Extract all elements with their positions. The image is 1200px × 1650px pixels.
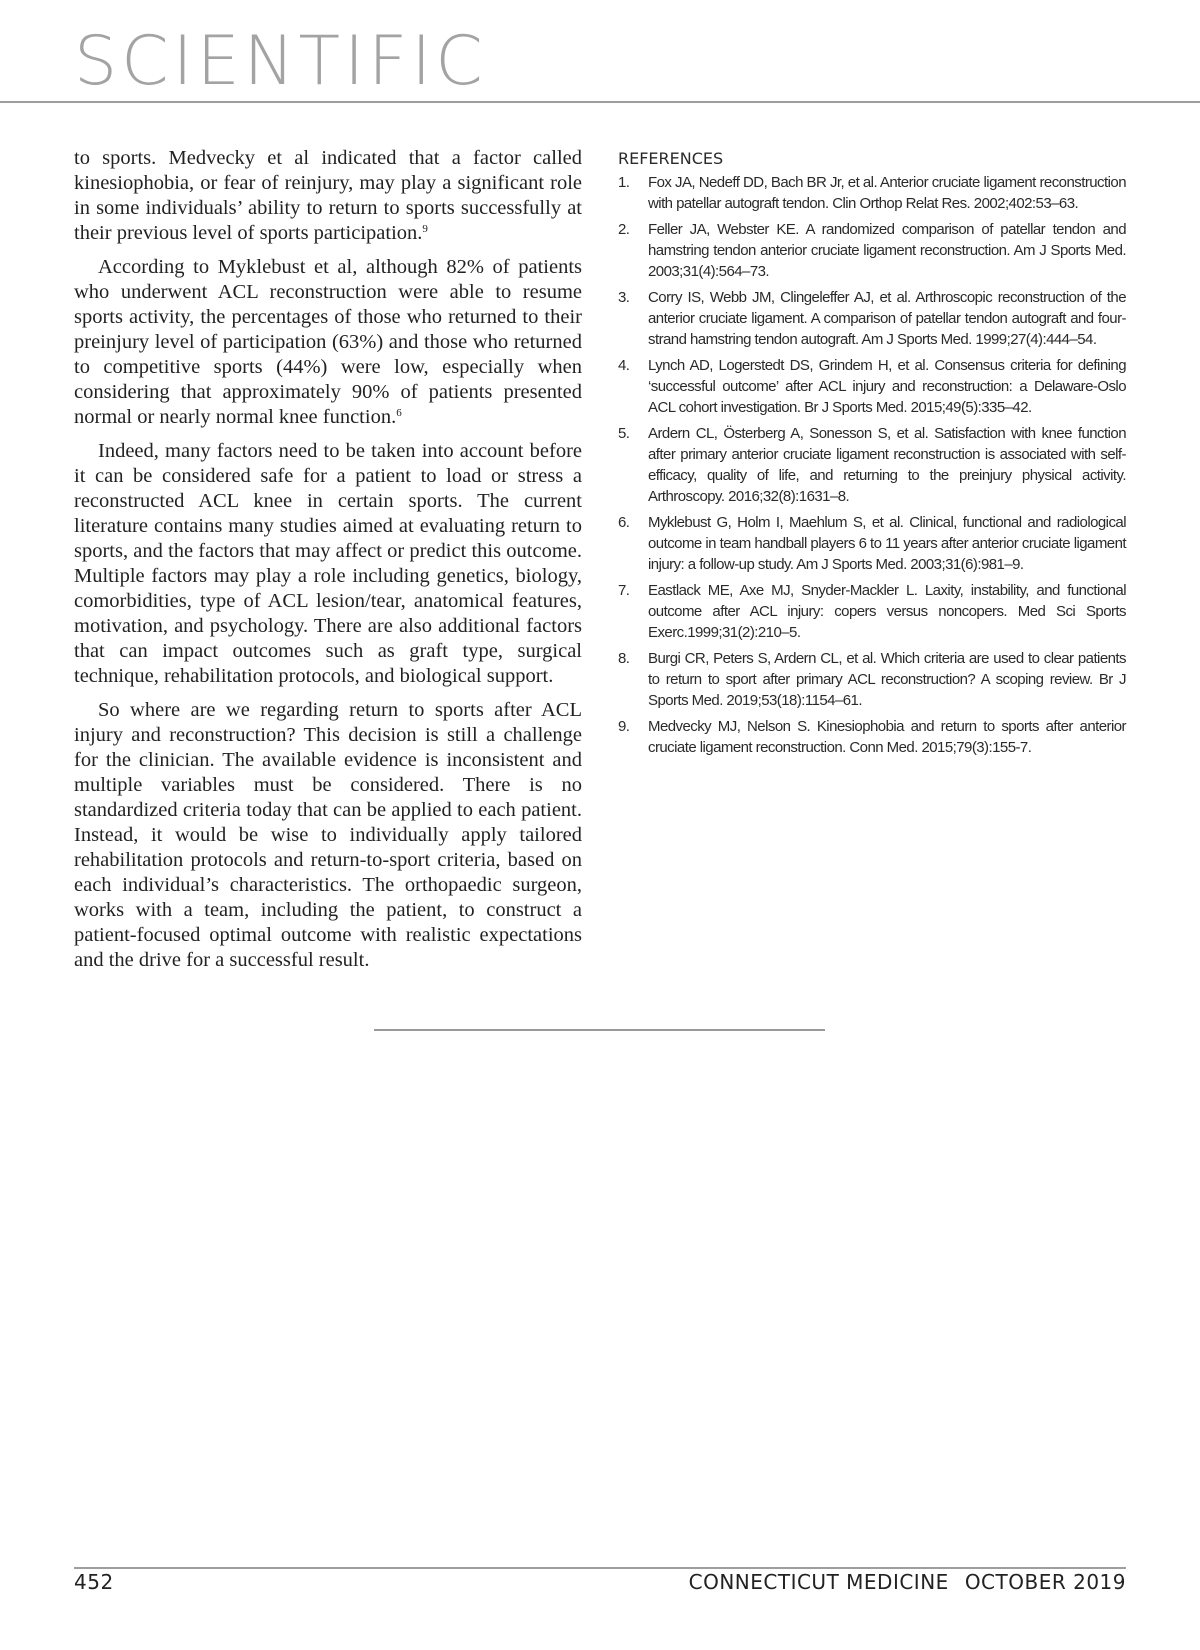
reference-item [618,648,1126,711]
reference-text: Medvecky MJ, Nelson S. Kinesiophobia and return to sports after anterior cruciate ligament reconstruction. Conn Med. 2015;79(3):155-7. [648,718,1126,756]
reference-item [618,580,1126,643]
reference-text: Ardern CL, Österberg A, Sonesson S, et al. Satisfaction with knee function after primary anterior cruciate ligament reconstruction is associated with self-efficacy, quality of life, and returning to the preinjury physical activity. Arthroscopy. 2016;32(8):1631–8. [648,425,1126,505]
reference-number: 2. [618,221,630,238]
page-number: 452 [74,1570,114,1594]
reference-text: Lynch AD, Logerstedt DS, Grindem H, et al. Consensus criteria for defining ‘successful outcome’ after ACL injury and reconstruction: a Delaware-Oslo ACL cohort investigation. Br J Sports Med. 2015;49(5):335–42. [648,357,1126,416]
reference-item [618,172,1126,214]
citation-superscript: 9 [422,223,428,235]
page-footer [74,1570,1126,1594]
journal-issue: OCTOBER 2019 [964,1570,1126,1594]
body-paragraph: According to Myklebust et al, although 82% of patients who underwent ACL reconstruction were able to resume sports activity, the percentages of those who returned to their preinjury level of participation (63%) and those who returned to competitive sports (44%) were low, especially when considering that approximately 90% of patients presented normal or nearly normal knee function.$^6$ [74,256,582,428]
reference-number: 8. [618,650,630,667]
reference-text: Burgi CR, Peters S, Ardern CL, et al. Which criteria are used to clear patients to return to sport after primary ACL reconstruction? A scoping review. Br J Sports Med. 2019;53(18):1154–61. [648,650,1126,709]
journal-name: CONNECTICUT MEDICINE [688,1570,949,1594]
reference-number: 5. [618,425,630,442]
journal-info [689,1570,1126,1594]
reference-item [618,355,1126,418]
reference-text: Eastlack ME, Axe MJ, Snyder-Mackler L. Laxity, instability, and functional outcome after ACL injury: copers versus noncopers. Med Sci Sports Exerc.1999;31(2):210–5. [648,582,1126,641]
citation-superscript: 6 [396,407,402,419]
reference-number: 9. [618,718,630,735]
reference-number: 6. [618,514,630,531]
reference-text: Feller JA, Webster KE. A randomized comparison of patellar tendon and hamstring tendon anterior cruciate ligament reconstruction. Am J Sports Med. 2003;31(4):564–73. [648,221,1126,280]
reference-number: 1. [618,174,630,191]
body-paragraph: to sports. Medvecky et al indicated that a factor called kinesiophobia, or fear of reinjury, may play a significant role in some individuals’ ability to return to sports successfully at their previous level of sports participation.$^9$ [74,147,582,244]
reference-text: Corry IS, Webb JM, Clingeleffer AJ, et al. Arthroscopic reconstruction of the anterior cruciate ligament. A comparison of patellar tendon autograft and four-strand hamstring tendon autograft. Am J Sports Med. 1999;27(4):444–54. [648,289,1126,348]
body-text-column [74,146,582,982]
body-paragraph: So where are we regarding return to sports after ACL injury and reconstruction? This decision is still a challenge for the clinician. The available evidence is inconsistent and multiple variables must be considered. There is no standardized criteria today that can be applied to each patient. Instead, it would be wise to individually apply tailored rehabilitation protocols and return-to-sport criteria, based on each individual’s characteristics. The orthopaedic surgeon, works with a team, including the patient, to construct a patient-focused optimal outcome with realistic expectations and the drive for a successful result. [74,699,582,971]
reference-item [618,219,1126,282]
references-list [618,172,1126,758]
reference-item [618,423,1126,507]
reference-text: Fox JA, Nedeff DD, Bach BR Jr, et al. Anterior cruciate ligament reconstruction with patellar autograft tendon. Clin Orthop Relat Res. 2002;402:53–63. [648,174,1126,212]
header-divider [0,101,1200,103]
reference-item [618,512,1126,575]
reference-item [618,287,1126,350]
reference-item [618,716,1126,758]
article-end-divider [374,1029,825,1031]
body-paragraph: Indeed, many factors need to be taken into account before it can be considered safe for a patient to load or stress a reconstructed ACL knee in certain sports. The current literature contains many studies aimed at evaluating return to sports, and the factors that may affect or predict this outcome. Multiple factors may play a role including genetics, biology, comorbidities, type of ACL lesion/tear, anatomical features, motivation, and psychology. There are also additional factors that can impact outcomes such as graft type, surgical technique, rehabilitation protocols, and biological support. [74,440,582,687]
reference-number: 3. [618,289,630,306]
reference-number: 4. [618,357,630,374]
footer-divider [74,1567,1126,1569]
references-column [618,148,1126,763]
section-title: SCIENTIFIC [74,22,487,101]
references-heading: REFERENCES [618,149,724,168]
reference-text: Myklebust G, Holm I, Maehlum S, et al. Clinical, functional and radiological outcome in team handball players 6 to 11 years after anterior cruciate ligament injury: a follow-up study. Am J Sports Med. 2003;31(6):981–9. [648,514,1126,573]
reference-number: 7. [618,582,630,599]
